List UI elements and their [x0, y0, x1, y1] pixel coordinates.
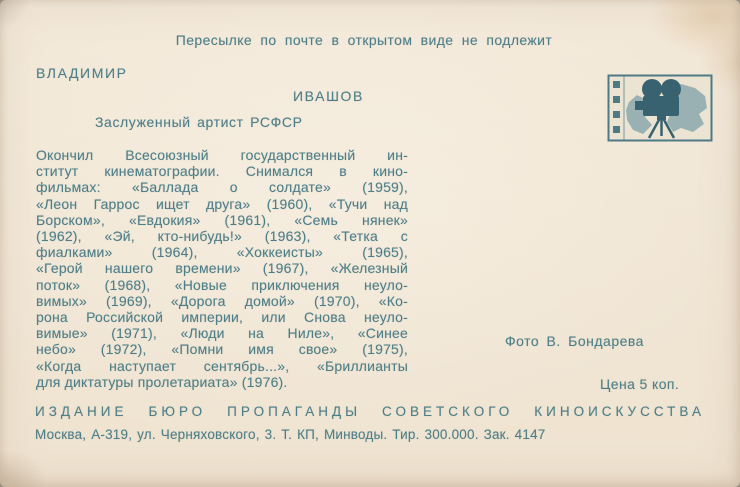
bio-line: рона Российской империи, или Снова неуло-	[36, 309, 408, 326]
biography-paragraph	[36, 147, 408, 390]
bio-line: вимые» (1971), «Люди на Ниле», «Синее	[36, 325, 408, 342]
honorific-title: Заслуженный артист РСФСР	[95, 114, 303, 130]
bio-line: Борском», «Евдокия» (1961), «Семь нянек»	[36, 211, 408, 228]
bio-line: «Леон Гаррос ищет друга» (1960), «Тучи над	[36, 195, 408, 212]
bio-line: ститут кинематографии. Снимался в кино-	[36, 163, 408, 180]
bio-line: для диктатуры пролетариата» (1976).	[36, 373, 288, 390]
price-label: Цена 5 коп.	[600, 376, 680, 392]
bio-line: фильмах: «Баллада о солдате» (1959),	[36, 179, 408, 196]
mailing-notice: Пересылке по почте в открытом виде не подлежит	[175, 32, 553, 48]
bio-line: «Когда наступает сентябрь...», «Бриллианты	[36, 357, 408, 374]
bio-line: фиалками» (1964), «Хоккеисты» (1965),	[36, 244, 408, 261]
bio-line: «Герой нашего времени» (1967), «Железный	[36, 260, 408, 277]
imprint-line: Москва, А-319, ул. Черняховского, 3. Т. КП, Минводы. Тир. 300.000. Зак. 4147	[35, 427, 546, 442]
bio-line: небо» (1972), «Помни имя свое» (1975),	[36, 341, 408, 358]
photo-credit: Фото В. Бондарева	[505, 333, 644, 349]
bio-line: Окончил Всесоюзный государственный ин-	[36, 147, 408, 163]
bio-line: (1962), «Эй, кто-нибудь!» (1963), «Тетка с	[36, 228, 408, 245]
bio-line: вимых» (1969), «Дорога домой» (1970), «Ко-	[36, 292, 408, 309]
publisher-line: ИЗДАНИЕ БЮРО ПРОПАГАНДЫ СОВЕТСКОГО КИНОИСКУССТВА	[35, 404, 705, 419]
film-camera-stamp-icon	[607, 74, 713, 142]
bio-line: поток» (1968), «Новые приключения неуло-	[36, 276, 408, 293]
last-name: ИВАШОВ	[293, 88, 364, 104]
first-name: ВЛАДИМИР	[36, 65, 128, 81]
